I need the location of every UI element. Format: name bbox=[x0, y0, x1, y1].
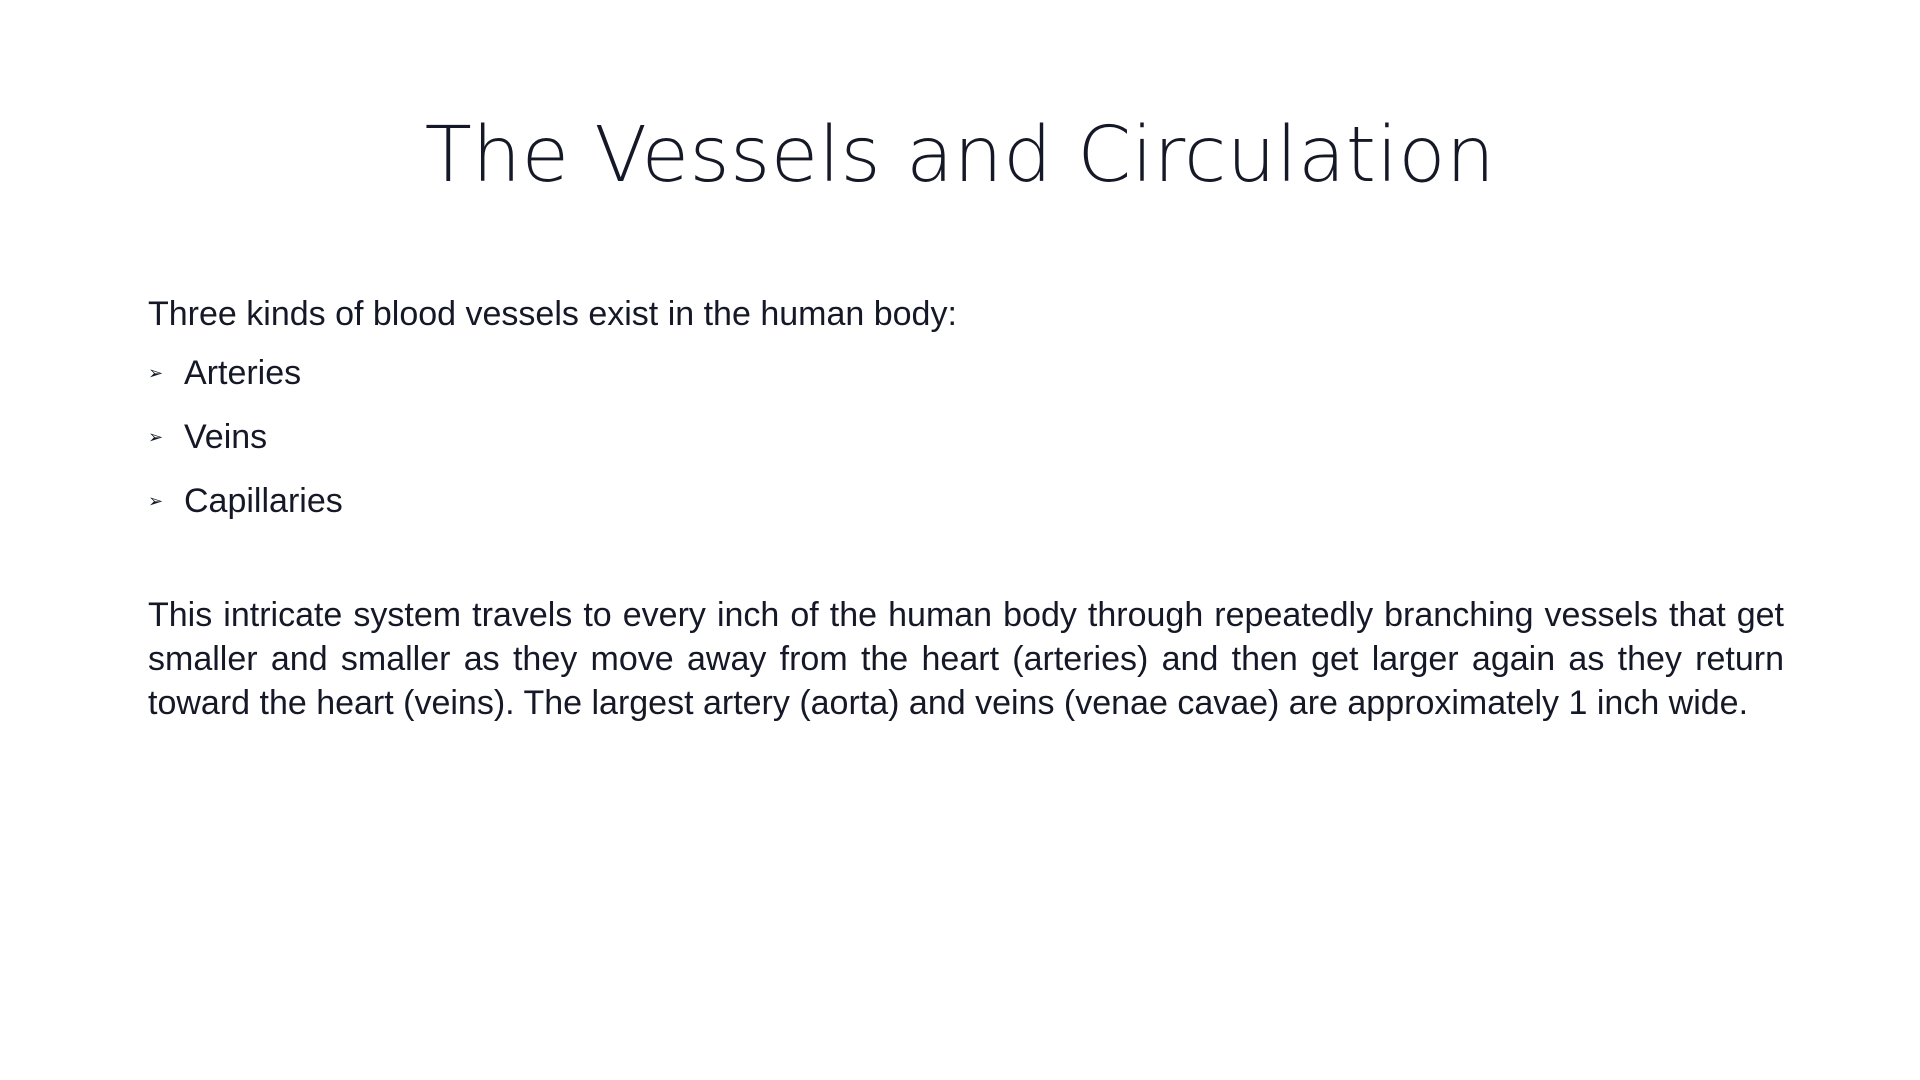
description-paragraph: This intricate system travels to every inch of the human body through repeatedly branching vessels that get smaller and smaller as they move away from the heart (arteries) and then get larger again as they return toward the heart (veins). The largest artery (aorta) and veins (venae cavae) are approximately 1 inch wide. bbox=[148, 596, 1784, 723]
list-item-arteries bbox=[148, 351, 1784, 395]
slide-body bbox=[148, 292, 1784, 725]
arrowhead-bullet-icon: ➢ bbox=[148, 363, 164, 384]
slide-title: The Vessels and Circulation bbox=[424, 111, 1496, 200]
arrowhead-bullet-icon: ➢ bbox=[148, 427, 164, 448]
list-item-label: Arteries bbox=[184, 354, 302, 393]
list-item-veins bbox=[148, 415, 1784, 459]
list-item-label: Capillaries bbox=[184, 482, 343, 521]
list-item-capillaries bbox=[148, 479, 1784, 523]
arrowhead-bullet-icon: ➢ bbox=[148, 491, 164, 512]
list-item-label: Veins bbox=[184, 418, 268, 457]
intro-text: Three kinds of blood vessels exist in the human body: bbox=[148, 295, 957, 333]
vessel-list bbox=[148, 351, 1784, 523]
